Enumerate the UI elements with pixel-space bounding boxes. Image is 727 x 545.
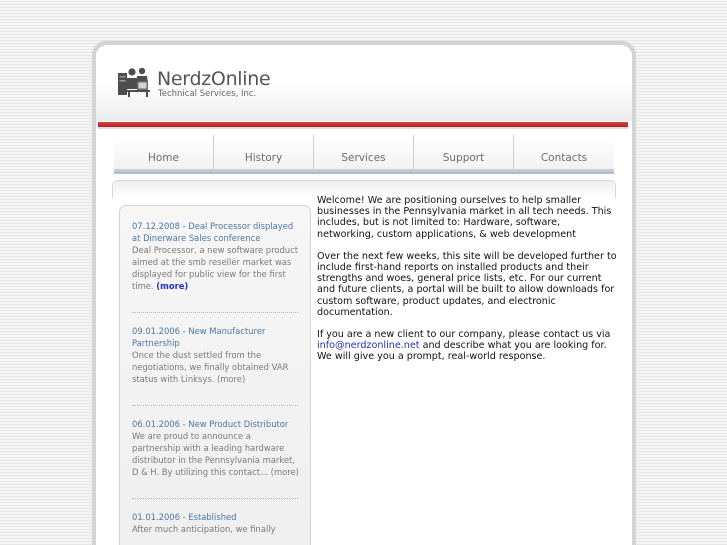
news-item xyxy=(132,325,300,385)
news-more-link[interactable]: (more) xyxy=(217,374,246,384)
brand-tagline: Technical Services, Inc. xyxy=(158,89,257,99)
news-more-link[interactable]: (more) xyxy=(270,467,299,477)
news-body: Once the dust settled from the negotiations, we finally obtained VAR status with Linksys. (more) xyxy=(132,350,289,384)
news-item xyxy=(132,220,300,292)
news-divider xyxy=(132,498,298,499)
nav-history[interactable]: History xyxy=(214,135,314,171)
nav-contacts[interactable]: Contacts xyxy=(540,152,588,164)
page-frame xyxy=(92,41,636,545)
development-paragraph: Over the next few weeks, this site will be developed further to include first-hand reports on installed products and their strengths and woes, general price lists, etc. For our current and future clients, a portal will be built to allow downloads for custom software, product updates, and electronic documentation. xyxy=(317,250,617,318)
email-link[interactable]: info@nerdzonline.net xyxy=(317,340,420,352)
nav-support[interactable]: Support xyxy=(414,135,514,171)
site-header xyxy=(96,45,632,121)
nav-underline xyxy=(114,169,614,174)
news-divider xyxy=(132,405,298,406)
news-body: Deal Processor, a new software product aimed at the smb reseller market was displayed for public view for the first time. (more) xyxy=(132,245,298,291)
computer-technicians-icon xyxy=(118,67,150,97)
brand-name: NerdzOnline xyxy=(157,68,271,90)
accent-bar-shadow xyxy=(98,127,628,129)
news-divider xyxy=(132,312,298,313)
news-sidebar xyxy=(119,205,311,545)
news-title[interactable]: 07.12.2008 - Deal Processor displayed at Dinerware Sales conference xyxy=(132,221,294,243)
contact-paragraph: If you are a new client to our company, please contact us via info@nerdzonline.net and describe what you are looking for. We will give you a prompt, real-world response. xyxy=(317,329,611,363)
nav-services[interactable]: Services xyxy=(314,135,414,171)
news-item xyxy=(132,418,300,478)
news-body: After much anticipation, we finally xyxy=(132,524,276,534)
news-body: We are proud to announce a partnership with a leading hardware distributor in the Pennsylvania market, D & H. By utilizing this contact... (more) xyxy=(132,431,299,477)
news-item xyxy=(132,511,300,535)
news-title[interactable]: 06.01.2006 - New Product Distributor xyxy=(132,419,289,429)
news-more-link[interactable]: (more) xyxy=(156,281,189,291)
nav-home[interactable]: Home xyxy=(114,135,214,171)
news-title[interactable]: 09.01.2006 - New Manufacturer Partnership xyxy=(132,326,266,348)
welcome-content xyxy=(317,195,617,374)
main-nav xyxy=(114,135,614,171)
news-title[interactable]: 01.01.2006 - Established xyxy=(132,512,237,522)
page-container xyxy=(96,45,632,545)
welcome-paragraph: Welcome! We are positioning ourselves to help smaller businesses in the Pennsylvania market in all tech needs. This includes, but is not limited to: Hardware, software, networking, custom applications, & web development xyxy=(317,195,612,240)
